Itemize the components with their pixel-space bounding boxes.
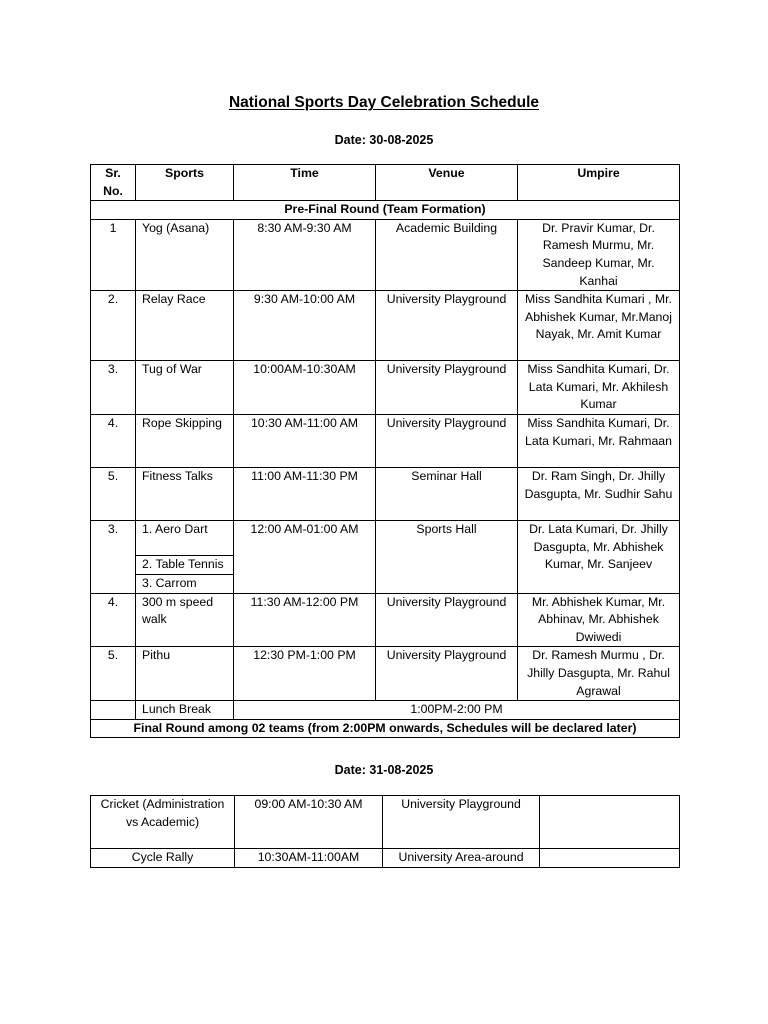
cell-venue: Academic Building (376, 219, 518, 290)
cell-sr: 5. (91, 467, 136, 520)
cell-sport: Pithu (136, 647, 234, 701)
cell-time: 12:00 AM-01:00 AM (234, 520, 376, 593)
cell-time: 10:30AM-11:00AM (235, 849, 383, 868)
header-sr: Sr. No. (91, 165, 136, 201)
schedule-table-day1 (90, 164, 680, 738)
sport-group-list (136, 521, 233, 593)
cell-sport: Cycle Rally (91, 849, 235, 868)
cell-sport: Cricket (Administration vs Academic) (91, 796, 235, 849)
schedule-table-day2 (90, 795, 680, 868)
cell-venue: University Playground (383, 796, 540, 849)
cell-umpire: Dr. Ram Singh, Dr. Jhilly Dasgupta, Mr. Sudhir Sahu (518, 467, 680, 520)
cell-venue: Seminar Hall (376, 467, 518, 520)
table-row (91, 796, 680, 849)
cell-venue: University Playground (376, 593, 518, 647)
cell-sr: 1 (91, 219, 136, 290)
cell-umpire (540, 849, 680, 868)
cell-umpire: Dr. Pravir Kumar, Dr. Ramesh Murmu, Mr. Sandeep Kumar, Mr. Kanhai (518, 219, 680, 290)
cell-sport: Tug of War (136, 361, 234, 415)
cell-umpire: Mr. Abhishek Kumar, Mr. Abhinav, Mr. Abhishek Dwiwedi (518, 593, 680, 647)
cell-venue: University Area-around (383, 849, 540, 868)
table-row (91, 849, 680, 868)
cell-sport: Relay Race (136, 291, 234, 361)
cell-sport: 300 m speed walk (136, 593, 234, 647)
cell-time: 8:30 AM-9:30 AM (234, 219, 376, 290)
header-umpire: Umpire (518, 165, 680, 201)
cell-time: 10:30 AM-11:00 AM (234, 414, 376, 467)
lunch-label: Lunch Break (136, 701, 234, 720)
table-row (91, 291, 680, 361)
page-title (0, 94, 768, 112)
cell-sport: Yog (Asana) (136, 219, 234, 290)
date-day1: Date: 30-08-2025 (334, 133, 434, 147)
date-day2: Date: 31-08-2025 (334, 763, 434, 777)
cell-umpire: Dr. Ramesh Murmu , Dr. Jhilly Dasgupta, Mr. Rahul Agrawal (518, 647, 680, 701)
cell-time: 11:30 AM-12:00 PM (234, 593, 376, 647)
cell-sr: 4. (91, 414, 136, 467)
cell-sr-empty (91, 701, 136, 720)
final-note: Final Round among 02 teams (from 2:00PM onwards, Schedules will be declared later) (91, 719, 680, 738)
cell-time: 9:30 AM-10:00 AM (234, 291, 376, 361)
cell-sr: 2. (91, 291, 136, 361)
cell-venue: Sports Hall (376, 520, 518, 593)
sport-group-item: 1. Aero Dart (142, 521, 208, 536)
table-row (91, 414, 680, 467)
cell-umpire: Miss Sandhita Kumari, Dr. Lata Kumari, Mr. Akhilesh Kumar (518, 361, 680, 415)
cell-sr: 3. (91, 520, 136, 593)
cell-time: 10:00AM-10:30AM (234, 361, 376, 415)
table-row (91, 467, 680, 520)
sport-group-item: 2. Table Tennis (136, 556, 233, 575)
cell-sr: 5. (91, 647, 136, 701)
cell-time: 12:30 PM-1:00 PM (234, 647, 376, 701)
cell-venue: University Playground (376, 414, 518, 467)
cell-sport-group (136, 520, 234, 593)
page-title-text: National Sports Day Celebration Schedule (228, 94, 540, 111)
table-row (91, 647, 680, 701)
table-row (91, 593, 680, 647)
cell-umpire: Miss Sandhita Kumari, Dr. Lata Kumari, Mr. Rahmaan (518, 414, 680, 467)
lunch-row (91, 701, 680, 720)
section-label: Pre-Final Round (Team Formation) (91, 201, 680, 220)
table-row-combined (91, 520, 680, 593)
cell-time: 11:00 AM-11:30 PM (234, 467, 376, 520)
header-time: Time (234, 165, 376, 201)
section-row (91, 201, 680, 220)
header-venue: Venue (376, 165, 518, 201)
cell-umpire (540, 796, 680, 849)
cell-venue: University Playground (376, 291, 518, 361)
sport-group-item: 3. Carrom (136, 575, 233, 593)
header-row (91, 165, 680, 201)
cell-sr: 3. (91, 361, 136, 415)
cell-sr: 4. (91, 593, 136, 647)
table-row (91, 219, 680, 290)
header-sports: Sports (136, 165, 234, 201)
table-row (91, 361, 680, 415)
cell-sport: Rope Skipping (136, 414, 234, 467)
cell-umpire: Miss Sandhita Kumari , Mr. Abhishek Kumar, Mr.Manoj Nayak, Mr. Amit Kumar (518, 291, 680, 361)
final-note-row (91, 719, 680, 738)
lunch-time: 1:00PM-2:00 PM (234, 701, 680, 720)
cell-time: 09:00 AM-10:30 AM (235, 796, 383, 849)
cell-sport: Fitness Talks (136, 467, 234, 520)
cell-venue: University Playground (376, 647, 518, 701)
cell-venue: University Playground (376, 361, 518, 415)
cell-umpire: Dr. Lata Kumari, Dr. Jhilly Dasgupta, Mr. Abhishek Kumar, Mr. Sanjeev (518, 520, 680, 593)
